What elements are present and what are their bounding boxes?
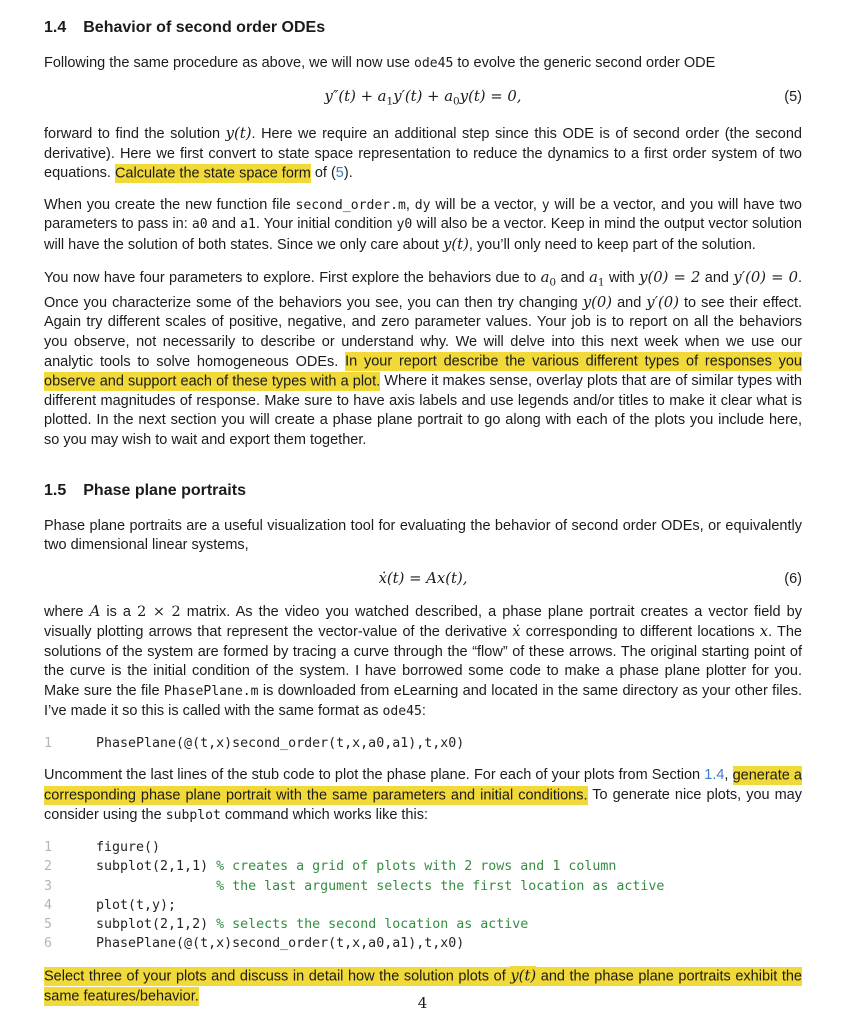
highlighted-text: generate a corresponding phase plane portrait with the same parameters and initial conditions. [44,767,803,804]
text-run: : [421,702,426,719]
text-run: Following the same procedure as above, we will now use [44,55,414,71]
line-number: 4 [44,897,53,913]
inline-math: y(t) [442,236,469,254]
paragraph [44,268,802,451]
inline-math: y(0) [582,293,613,311]
text-run: command which works like this: [220,806,428,823]
code-text [96,934,464,953]
code-line [44,857,802,876]
text-run: To generate nice plots, you may consider using the [44,787,802,823]
highlighted-text: Select three of your plots and discuss in detail how the solution plots of [44,968,511,985]
inline-code: PhasePlane.m [163,684,259,700]
inline-math: ẋ(t) = Ax(t), [378,569,468,587]
text-run: matrix. As the video you watched described, a phase plane portrait creates a vector field by visually plotting arrows that represent the vector-value of the derivative [44,603,802,641]
text-run: is downloaded from eLearning and located in the same directory as your other files. I’ve made it so this is called with the same format as [44,683,802,719]
inline-math: a [589,268,598,286]
text-run: PhasePlane(@(t,x)second_order(t,x,a0,a1),t,x0) [96,936,465,952]
line-number: 5 [44,917,53,933]
inline-code: subplot [165,807,221,823]
code-line [44,838,802,857]
text-run: . Once you characterize some of the behaviors you see, you can then try changing [44,269,803,311]
section-heading [44,481,802,501]
equation-body [324,87,522,108]
code-text [96,915,528,934]
section-title: Behavior of second order ODEs [83,19,326,36]
text-run: and [700,269,734,286]
inline-math: y(0) = 2 [639,268,701,286]
inline-code: a1 [240,217,256,233]
inline-math: ẋ [512,623,521,641]
code-line [44,896,802,915]
equation-number: (5) [784,88,802,105]
text-run: will be a vector, [430,196,542,213]
document-content [44,18,802,1007]
text-run: subplot(2,1,1) [96,859,217,875]
text-run: corresponding to different locations [520,624,760,641]
inline-code: dy [414,197,431,213]
text-run: where [44,603,90,620]
text-run: figure() [96,840,161,856]
equation-number: (6) [784,570,802,587]
inline-code: y0 [396,217,413,233]
code-listing [44,734,802,753]
text-run: and [556,269,590,286]
line-number: 1 [44,736,53,752]
inline-math: 1 [386,95,394,108]
code-line [44,734,802,753]
text-run: . Here we require an additional step since this ODE is of second order (the second derivative). Here we first convert to state space representation to reduce the dynamics to a first order system of two equations. [44,126,803,182]
text-run: will also be a vector. Keep in mind the output vector solution will have the solution of both states. Since we only care about [44,216,802,254]
inline-math: 0 [549,276,557,289]
text-run: plot(t,y); [96,897,177,913]
text-run: Phase plane portraits are a useful visualization tool for evaluating the behavior of second order ODEs, or equivalently two dimensional linear systems, [44,517,802,554]
code-line [44,934,802,953]
text-run: with [604,269,640,286]
page-number: 4 [417,994,428,1013]
inline-code: second_order.m [295,197,406,213]
inline-code: ode45 [413,56,454,71]
line-number: 3 [44,878,53,894]
inline-math: a [540,268,550,286]
code-line [44,915,802,934]
ref-link[interactable]: 1.4 [704,767,725,784]
paragraph [44,517,802,556]
code-comment: % the last argument selects the first location as active [216,878,665,894]
code-text [96,857,616,876]
text-run: to evolve the generic second order ODE [453,55,716,71]
text-run: . Your initial condition [255,216,397,233]
text-run: to see their effect. Again try different scales of positive, negative, and zero parameter values. Your job is to report on all the behaviors you observe, not necessarily to describe or understand why. We will delve into this next week when we use our analytic tools to solve homogeneous ODEs. [44,294,803,370]
line-number: 6 [44,936,53,952]
line-number: 1 [44,840,53,856]
highlighted-text: Calculate the state space form [114,165,311,182]
highlighted-text: y(t) [510,967,537,985]
text-run: Uncomment the last lines of the stub code to plot the phase plane. For each of your plots from Section [44,767,705,784]
inline-math: x [759,623,769,641]
text-run: , [405,196,415,213]
paragraph [44,196,802,256]
paragraph [44,602,802,722]
code-text [96,896,176,915]
code-text [96,734,464,753]
inline-math: y′(0) [646,293,679,311]
text-run: Where it makes sense, overlay plots that are of similar types with different magnitudes of response. Make sure to have axis labels and use legends and/or titles to make it clear what is plotted. In the next section you will create a phase plane portrait to go along with each of the plots you include here, so you may wish to wait and export them together. [44,373,802,448]
text-run [96,879,216,894]
inline-math: y(t) = 0, [459,87,522,105]
code-listing [44,838,802,953]
text-run: forward to find the solution [44,126,226,143]
text-run: When you create the new function file [44,196,296,213]
text-run: , [724,767,733,784]
paragraph [44,54,802,74]
text-run: and [207,216,241,233]
text-run: is a [100,603,138,620]
inline-code: ode45 [382,703,422,719]
inline-math: A [89,602,101,620]
text-run: of ( [310,165,336,182]
section-heading [44,18,802,38]
text-run: You now have four parameters to explore. First explore the behaviors due to [44,269,541,286]
inline-math: y′(0) = 0 [733,268,798,286]
code-text [96,877,664,896]
code-comment: % creates a grid of plots with 2 rows and 1 column [216,859,617,875]
text-run: and [612,294,647,311]
highlighted-text: In your report describe the various different types of responses you observe and support each of these types with a plot. [44,353,802,390]
inline-math: y″(t) + a [324,87,387,105]
inline-math: 0 [453,95,460,108]
line-number: 2 [44,859,53,875]
inline-code: y [541,197,550,213]
equation [44,568,802,590]
text-run: will be a vector, and you will have two parameters to pass in: [44,196,803,233]
inline-code: a0 [191,217,208,233]
text-run: , you’ll only need to keep part of the solution. [468,237,756,254]
text-run: subplot(2,1,2) [96,917,217,933]
text-run: . The solutions of the system are formed by tracing a curve through the “flow” of these arrows. The original starting point of the curve is the initial condition of the system. I have borrowed some code to make a phase plane plotter for you. Make sure the file [44,624,803,700]
inline-math: y′(t) + a [393,87,454,105]
equation [44,86,802,113]
inline-math: 2 × 2 [137,603,181,620]
code-comment: % selects the second location as active [216,917,529,933]
text-run: ). [343,165,353,182]
code-line [44,877,802,896]
text-run: PhasePlane(@(t,x)second_order(t,x,a0,a1),t,x0) [96,736,465,752]
inline-math: 1 [597,276,605,289]
section-number: 1.4 [44,19,67,36]
section-number: 1.5 [44,481,67,499]
paragraph [44,766,802,825]
paragraph [44,124,802,184]
highlighted-text: and the phase plane portraits exhibit the same features/behavior. [44,968,802,1005]
inline-math: y(t) [225,125,252,143]
code-text [96,838,160,857]
ref-link[interactable]: 5 [335,165,344,182]
equation-body [379,571,468,587]
section-title: Phase plane portraits [83,481,246,499]
